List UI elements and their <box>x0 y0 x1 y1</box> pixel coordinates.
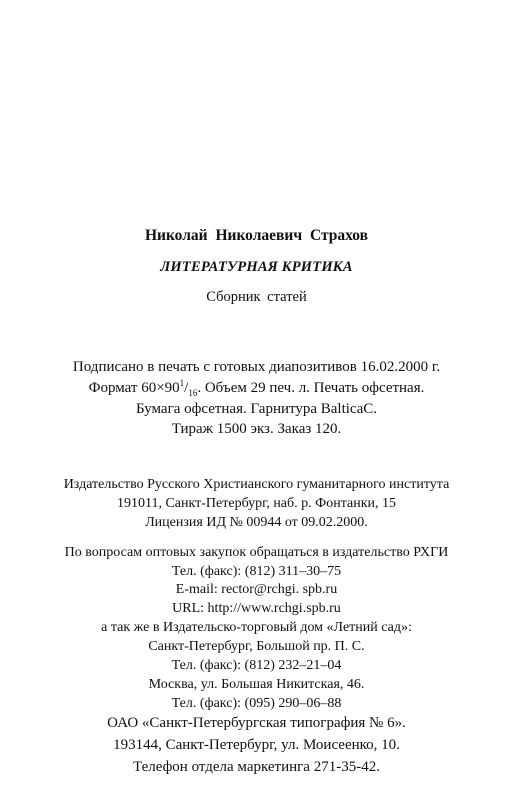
run-line: Тираж 1500 экз. Заказ 120. <box>171 421 342 437</box>
signed-to-print: Подписано в печать с готовых диапозитивов 16.02.2000 г. <box>72 359 441 375</box>
wholesale-intro: По вопросам оптовых закупок обращаться в издательство РХГИ <box>64 545 449 560</box>
printer-marketing: Телефон отдела маркетинга 271-35-42. <box>133 759 380 775</box>
moscow-phone: Тел. (факс): (095) 290–06–88 <box>171 696 342 711</box>
publisher-name: Издательство Русского Христианского гуманитарного института <box>63 477 450 492</box>
spb-address: Санкт-Петербург, Большой пр. П. С. <box>148 639 365 654</box>
format-slash: / <box>184 380 189 396</box>
format-suffix: . Объем 29 печ. л. Печать офсетная. <box>197 380 425 396</box>
book-title: ЛИТЕРАТУРНАЯ КРИТИКА <box>160 259 353 275</box>
publisher-license: Лицензия ИД № 00944 от 09.02.2000. <box>145 515 368 530</box>
book-subtitle: Сборник статей <box>206 289 307 305</box>
format-line <box>0 378 513 398</box>
moscow-address: Москва, ул. Большая Никитская, 46. <box>148 677 365 692</box>
wholesale-email: E-mail: rector@rchgi. spb.ru <box>175 582 338 597</box>
format-sub: 16 <box>188 388 198 398</box>
wholesale-also: а так же в Издательско-торговый дом «Летний сад»: <box>101 620 412 635</box>
wholesale-url: URL: http://www.rchgi.spb.ru <box>172 601 341 616</box>
publisher-address: 191011, Санкт-Петербург, наб. р. Фонтанки, 15 <box>116 496 396 511</box>
format-sup: 1 <box>179 378 185 388</box>
format-prefix: Формат 60×90 <box>88 380 180 396</box>
spb-phone: Тел. (факс): (812) 232–21–04 <box>171 658 342 673</box>
printer-address: 193144, Санкт-Петербург, ул. Моисеенко, 10. <box>113 737 400 753</box>
wholesale-phone: Тел. (факс): (812) 311–30–75 <box>171 564 342 579</box>
author-name: Николай Николаевич Страхов <box>144 227 369 244</box>
paper-line: Бумага офсетная. Гарнитура BalticaC. <box>135 401 378 417</box>
printer-name: ОАО «Санкт-Петербургская типография № 6». <box>107 715 406 731</box>
